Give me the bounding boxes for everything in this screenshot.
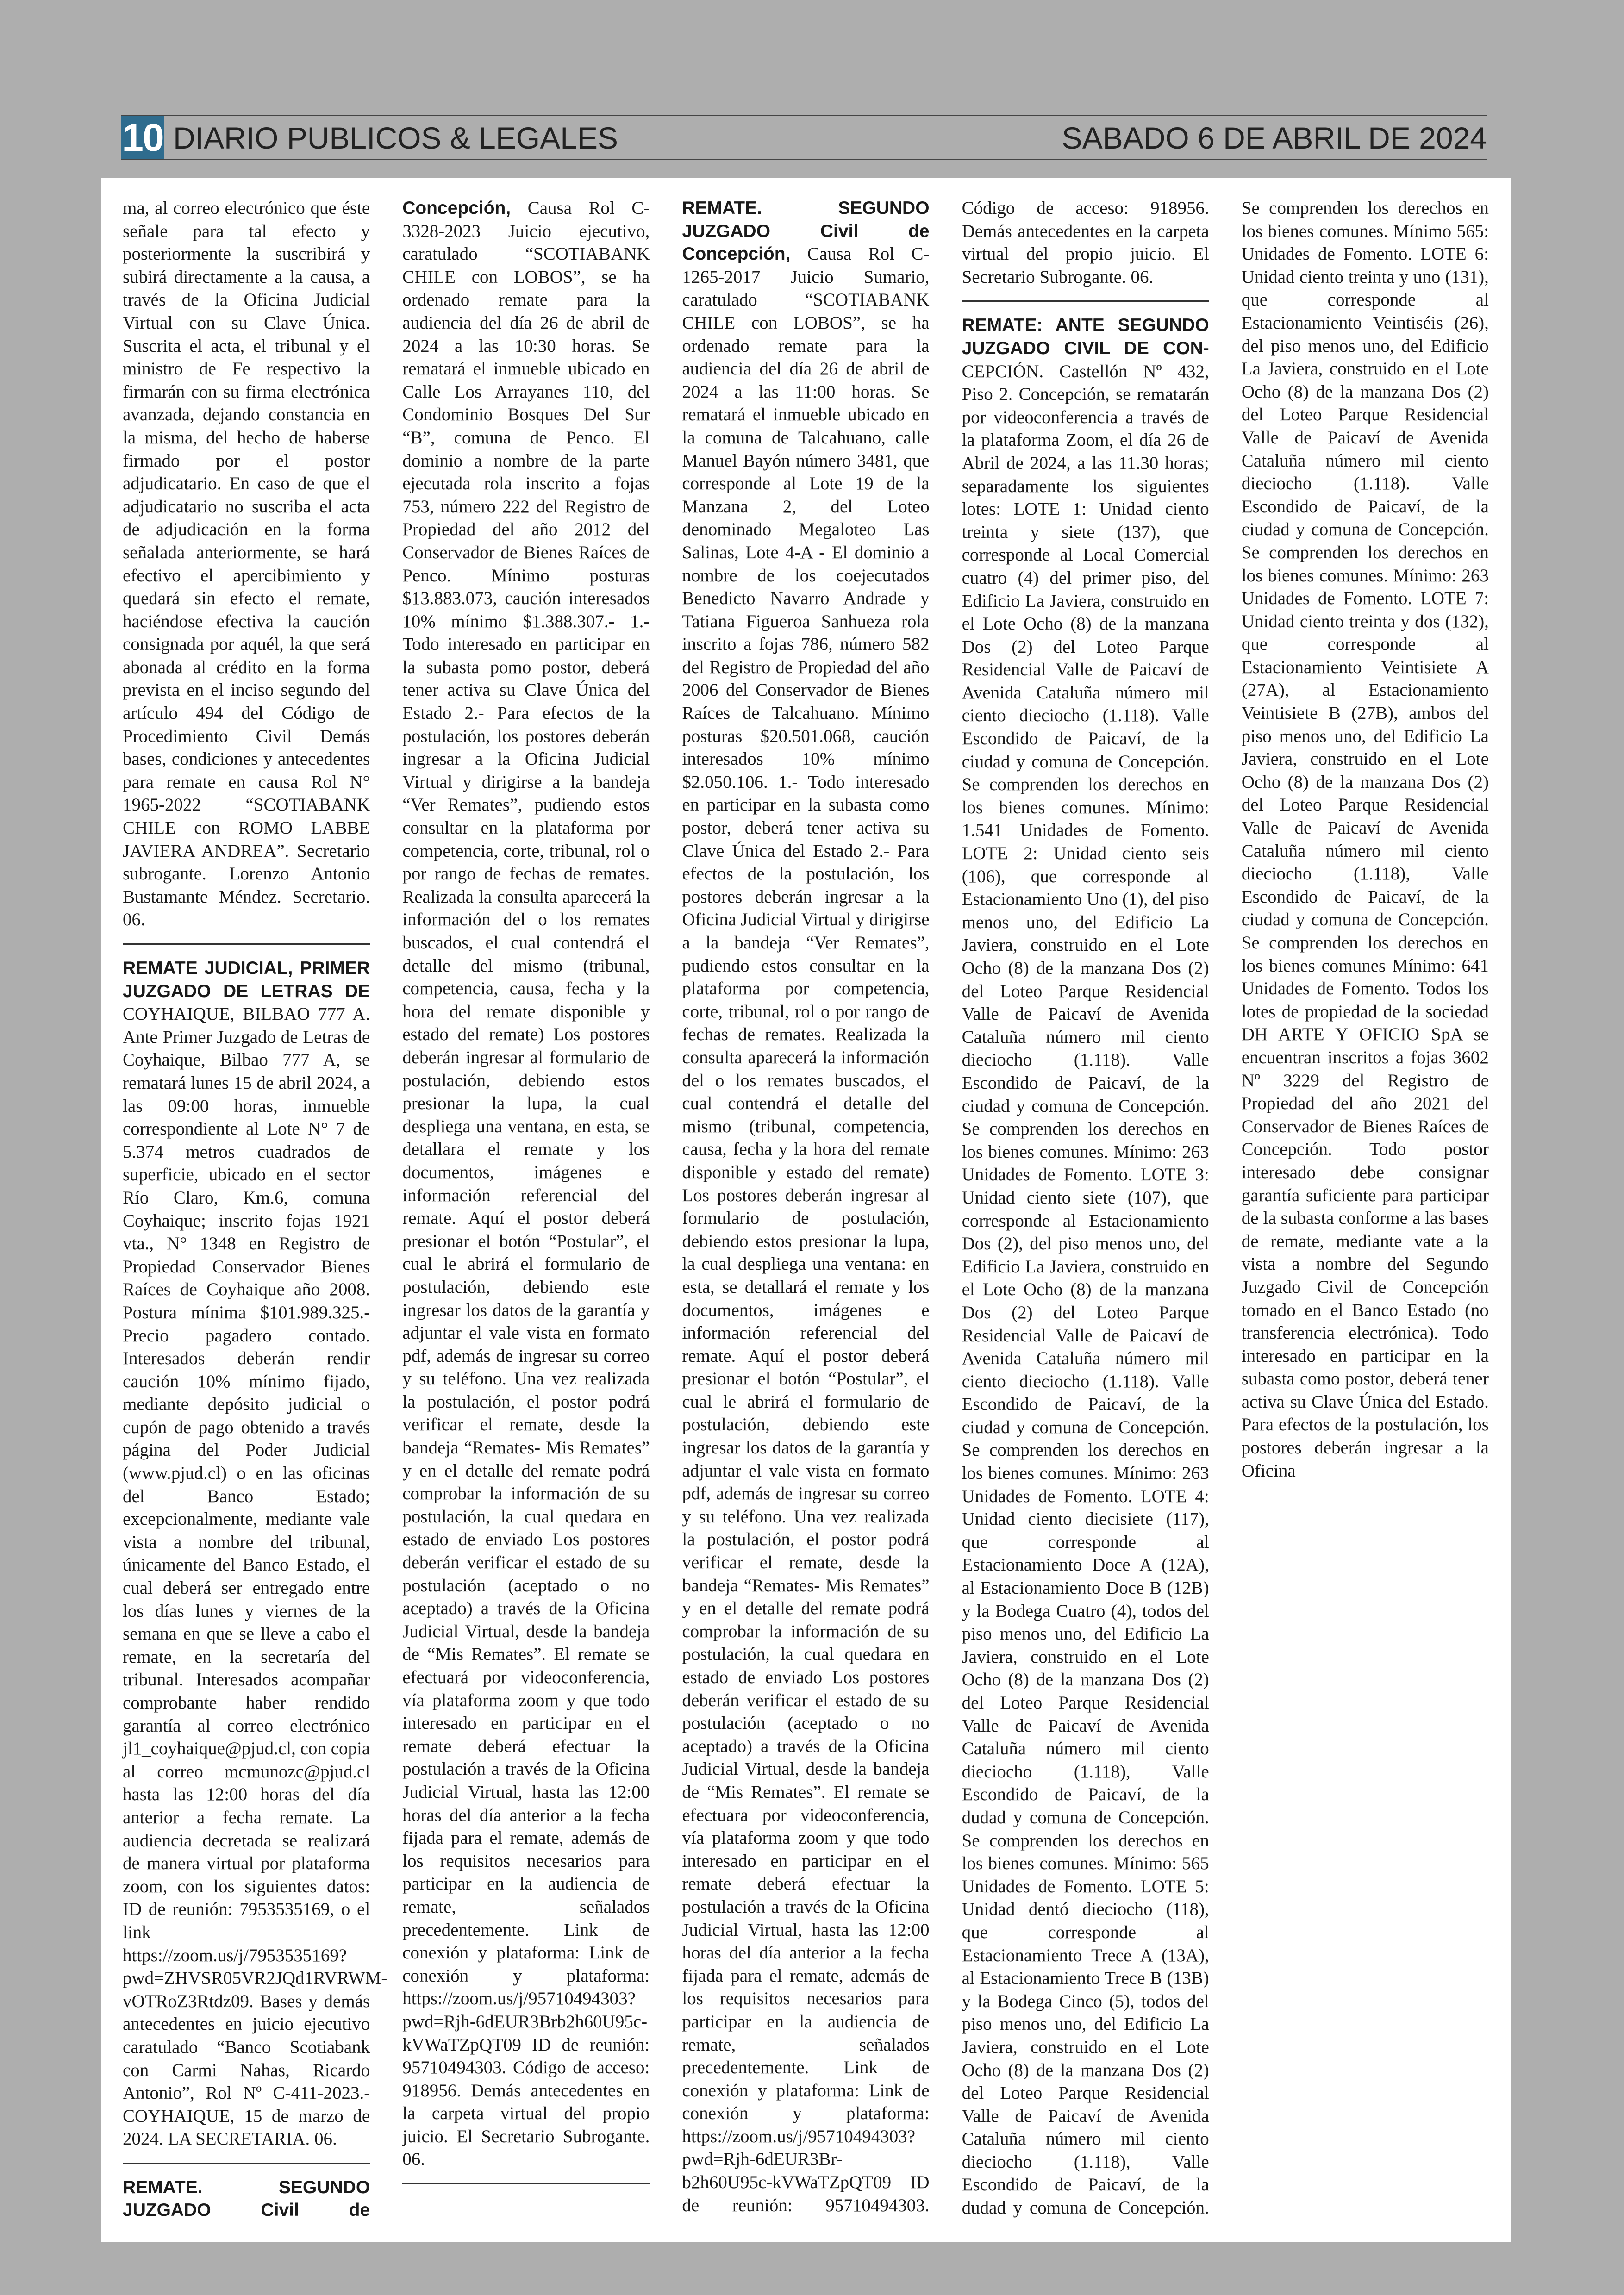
notice-separator [402,2183,650,2184]
notice-title: REMATE. SEGUNDO JUZGADO Civil de Concepción, [682,198,930,264]
notice-separator [123,2163,370,2164]
notice-title: REMATE: ANTE SEGUNDO JUZGADO CIVIL DE CON- [962,315,1209,358]
notice-coyhaique [123,957,387,2151]
notice-separator [962,300,1209,302]
page-header [121,115,1487,160]
notice-separator [123,943,370,945]
page-number: 10 [122,116,163,159]
notice-text: Causa Rol C-3328-2023 Juicio ejecutivo, caratulado “SCOTIABANK CHILE con LOBOS”, se ha ordenado remate para la audiencia del día 26 de abril de 2024 a las 10:30 horas. Se rematará el inmueble ubicado en Calle Los Arrayanes 110, del Condominio Bosques Del Sur “B”, comuna de Penco. El dominio a nombre de la parte ejecutada rola inscrito a fojas 753, número 222 del Registro de Propiedad del año 2012 del Conservador de Bienes Raíces de Penco. Mínimo posturas $13.883.073, caución interesados 10% mínimo $1.388.307.- 1.- Todo interesado en participar en la subasta pomo postor, deberá tener activa su Clave Única del Estado 2.- Para efectos de la postulación, los postores deberán ingresar a la Oficina Judicial Virtual y dirigirse a la bandeja “Ver Remates”, pudiendo estos consultar en la plataforma por competencia, corte, tribunal, rol o por rango de fechas de remates. Realizada la consulta aparecerá la información del o los remates buscados, el cual contendrá el detalle del mismo (tribunal, competencia, causa, fecha y la hora del remate disponible y estado del remate) Los postores deberán ingresar al formulario de postulación, debiendo estos presionar la lupa, la cual despliega una ventana, en esta, se detallara el remate y los documentos, imágenes e información referencial del remate. Aquí el postor deberá presionar el botón “Postular”, el cual le abrirá el formulario de postulación, debiendo este ingresar los datos de la garantía y adjuntar el vale vista en formato pdf, además de ingresar su correo y su teléfono. Una vez realizada la postulación, el postor podrá verificar el remate, desde la bandeja “Remates- Mis Remates” y en el detalle del remate podrá comprobar la información de su postulación, la cual quedara en estado de enviado Los postores deberán verificar el estado de su postulación (aceptado o no aceptado) a través de la Oficina Judicial Virtual, desde la bandeja de “Mis Remates”. El remate se efectuará por videoconferencia, vía plataforma zoom y que todo interesado en participar en el remate deberá efectuar la postulación a través de la Oficina Judicial Virtual, hasta las 12:00 horas del día anterior a la fecha fijada para el remate, además de los requisitos necesarios para participar en la audiencia de remate, señalados precedentemente. Link de conexión y plataforma: Link de conexión y plataforma: https://zoom.us/j/95710494303?pwd=Rjh-6dEUR3Brb2h60U95c-kVWaTZpQT09 ID de reunión: 95710494303. Código de acceso: 918956. Demás antecedentes en la carpeta virtual del propio juicio. El Secretario Subrogante. 06. [402,198,650,2170]
notice-text: ma, al correo electrónico que éste señale para tal efecto y posteriormente la suscribirá y subirá directamente a la causa, a través de la Oficina Judicial Virtual con su Clave Única. Suscrita el acta, el tribunal y el ministro de Fe respectivo la firmarán con su firma electrónica avanzada, dejando constancia en la misma, del hecho de haberse firmado por el postor adjudicatario. En caso de que el adjudicatario no suscriba el acta de adjudicación en la forma señalada anteriormente, se hará efectivo el apercibimiento y quedará sin efecto el remate, haciéndose efectiva la caución consignada por aquél, la que será abonada al crédito en la forma prevista en el inciso segundo del artículo 494 del Código de Procedimiento Civil Demás bases, condiciones y antecedentes para remate en causa Rol N° 1965-2022 “SCOTIABANK CHILE con ROMO LABBE JAVIERA ANDREA”. Secretario subrogante. Lorenzo Antonio Bustamante Méndez. Secretario. 06. [123,198,370,930]
page-paper [101,178,1511,2242]
notice-text: COYHAIQUE, BILBAO 777 A. Ante Primer Juzgado de Letras de Coyhaique, Bilbao 777 A, se rematará lunes 15 de abril 2024, a las 09:00 horas, inmueble correspondiente al Lote N° 7 de 5.374 metros cuadrados de superficie, ubicado en el sector Río Claro, Km.6, comuna Coyhaique; inscrito fojas 1921 vta., N° 1348 en Registro de Propiedad Conservador Bienes Raíces de Coyhaique año 2008. Postura mínima $101.989.325.- Precio pagadero contado. Interesados deberán rendir caución 10% mínimo fijado, mediante depósito judicial o cupón de pago obtenido a través página del Poder Judicial (www.pjud.cl) o en las oficinas del Banco Estado; excepcionalmente, mediante vale vista a nombre del tribunal, únicamente del Banco Estado, el cual deberá ser entregado entre los días lunes y viernes de la semana en que se lleve a cabo el remate, en la secretaría del tribunal. Interesados acompañar comprobante haber rendido garantía al correo electrónico jl1_coyhaique@pjud.cl, con copia al correo mcmunozc@pjud.cl hasta las 12:00 horas del día anterior a fecha remate. La audiencia decretada se realizará de manera virtual por plataforma zoom, con los siguientes datos: ID de reunión: 7953535169, o el link https://zoom.us/j/7953535169?pwd=ZHVSR05VR2JQd1RVRWM-vOTRoZ3Rtdz09. Bases y demás antecedentes en juicio ejecutivo caratulado “Banco Scotiabank con Carmi Nahas, Ricardo Antonio”, Rol Nº C-411-2023.- COYHAIQUE, 15 de marzo de 2024. LA SECRETARIA. 06. [123,1004,387,2149]
publication-date: SABADO 6 DE ABRIL DE 2024 [1062,121,1487,155]
publication-name: DIARIO PUBLICOS & LEGALES [173,121,618,155]
notice-text: Causa Rol C-1265-2017 Juicio Sumario, caratulado “SCOTIABANK CHILE con LOBOS”, se ha ordenado remate para la audiencia del día 26 de abril de 2024 a las 11:00 horas. Se rematará el inmueble ubicado en la comuna de Talcahuano, calle Manuel Bayón número 3481, que corresponde al Lote 19 de la Manzana 2, del Loteo denominado Megaloteo Las Salinas, Lote 4-A - El dominio a nombre de los coejecutados Benedicto Navarro Andrade y Tatiana Figueroa Sanhueza rola inscrito a fojas 786, número 582 del Registro de Propiedad del año 2006 del Conservador de Bienes Raíces de Talcahuano. Mínimo posturas $20.501.068, caución interesados 10% mínimo $2.050.106. 1.- Todo interesado en participar en la subasta como postor, deberá tener activa su Clave Única del Estado 2.- Para efectos de la postulación, los postores deberán ingresar a la Oficina Judicial Virtual y dirigirse a la bandeja “Ver Remates”, pudiendo estos consultar en la plataforma por competencia, corte, tribunal, rol o por rango de fechas de remates. Realizada la consulta aparecerá la información del o los remates buscados, el cual contendrá el detalle del mismo (tribunal, competencia, causa, fecha y la hora del remate disponible y estado del remate) Los postores deberán ingresar al formulario de postulación, debiendo estos presionar la lupa, la cual despliega una ventana: en esta, se detallará el remate y los documentos, imágenes e información referencial del remate. Aquí el postor deberá presionar el botón “Postular”, el cual le abrirá el formulario de postulación, debiendo este ingresar los datos de la garantía y adjuntar el vale vista en formato pdf, además de ingresar su correo y su teléfono. Una vez realizada la postulación, el postor podrá verificar el remate, desde la bandeja “Remates- Mis Remates” y en el detalle del remate podrá comprobar la información de su postulación, la cual quedara en estado de enviado Los postores deberán verificar el estado de su postulación (aceptado o no aceptado) a través de la Oficina Judicial Virtual, desde la bandeja de “Mis Remates”. El remate se efectuara por videoconferencia, vía plataforma zoom y que todo interesado en participar en el remate deberá efectuar la postulación a través de la Oficina Judicial Virtual, hasta las 12:00 horas del día anterior a la fecha fijada para el remate, además de los requisitos necesarios para participar en la audiencia de remate, señalados precedentemente. Link de conexión y plataforma: Link de conexión y plataforma: https://zoom.us/j/95710494303?pwd=Rjh-6dEUR3Br-b2h60U95c-kVWaTZpQT09 ID de reunión: 95710494303. Código de acceso: 918956. Demás antecedentes en la carpeta virtual del propio juicio. El Secretario Subrogante. 06. [682,198,1209,2215]
notice-concepcion-lotes [962,197,1489,2229]
notice-title: REMATE JUDICIAL, PRIMER JUZGADO DE LETRAS DE [123,958,370,1001]
legal-notices-columns [123,197,1489,2229]
notice-title: REMATE. SEGUNDO JUZGADO Civil de Concepción, [123,198,511,2220]
notice-continuation [123,197,370,931]
notice-text: CEPCIÓN. Castellón Nº 432, Piso 2. Concepción, se rematarán por videoconferencia a través de la plataforma Zoom, el día 26 de Abril de 2024, a las 11.30 horas; separadamente los siguientes lotes: LOTE 1: Unidad ciento treinta y siete (137), que corresponde al Local Comercial cuatro (4) del primer piso, del Edificio La Javiera, construido en el Lote Ocho (8) de la manzana Dos (2) del Loteo Parque Residencial Valle de Paicaví de Avenida Cataluña número mil ciento dieciocho (1.118). Valle Escondido de Paicaví, de la ciudad y comuna de Concepción. Se comprenden los derechos en los bienes comunes. Mínimo: 1.541 Unidades de Fomento. LOTE 2: Unidad ciento seis (106), que corresponde al Estacionamiento Uno (1), del piso menos uno, del Edificio La Javiera, construido en el Lote Ocho (8) de la manzana Dos (2) del Loteo Parque Residencial Valle de Paicaví de Avenida Cataluña número mil ciento dieciocho (1.118). Valle Escondido de Paicaví, de la ciudad y comuna de Concepción. Se comprenden los derechos en los bienes comunes. Mínimo: 263 Unidades de Fomento. LOTE 3: Unidad ciento siete (107), que corresponde al Estacionamiento Dos (2), del piso menos uno, del Edificio La Javiera, construido en el Lote Ocho (8) de la manzana Dos (2) del Loteo Parque Residencial Valle de Paicaví de Avenida Cataluña número mil ciento dieciocho (1.118). Valle Escondido de Paicaví, de la ciudad y comuna de Concepción. Se comprenden los derechos en los bienes comunes. Mínimo: 263 Unidades de Fomento. LOTE 4: Unidad ciento diecisiete (117), que corresponde al Estacionamiento Doce A (12A), al Estacionamiento Doce B (12B) y la Bodega Cuatro (4), todos del piso menos uno, del Edificio La Javiera, construido en el Lote Ocho (8) de la manzana Dos (2) del Loteo Parque Residencial Valle de Paicaví de Avenida Cataluña número mil ciento dieciocho (1.118), Valle Escondido de Paicaví, de la dudad y comuna de Concepción. Se comprenden los derechos en los bienes comunes. Mínimo: 565 Unidades de Fomento. LOTE 5: Unidad dentó dieciocho (118), que corresponde al Estacionamiento Trece A (13A), al Estacionamiento Trece B (13B) y la Bodega Cinco (5), todos del piso menos uno, del Edificio La Javiera, construido en el Lote Ocho (8) de la manzana Dos (2) del Loteo Parque Residencial Valle de Paicaví de Avenida Cataluña número mil ciento dieciocho (1.118), Valle Escondido de Paicaví, de la dudad y comuna de Concepción. Se comprenden los derechos en los bienes comunes. Mínimo 565: Unidades de Fomento. LOTE 6: Unidad ciento treinta y uno (131), que corresponde al Estacionamiento Veintiséis (26), del piso menos uno, del Edificio La Javiera, construido en el Lote Ocho (8) de la manzana Dos (2) del Loteo Parque Residencial Valle de Paicaví de Avenida Cataluña número mil ciento dieciocho (1.118). Valle Escondido de Paicaví, de la ciudad y comuna de Concepción. Se comprenden los derechos en los bienes comunes. Mínimo: 263 Unidades de Fomento. LOTE 7: Unidad ciento treinta y dos (132), que corresponde al Estacionamiento Veintisiete A (27A), al Estacionamiento Veintisiete B (27B), ambos del piso menos uno, del Edificio La Javiera, construido en el Lote Ocho (8) de la manzana Dos (2) del Loteo Parque Residencial Valle de Paicaví de Avenida Cataluña número mil ciento dieciocho (1.118), Valle Escondido de Paicaví, de la ciudad y comuna de Concepción. Se comprenden los derechos en los bienes comunes Mínimo: 641 Unidades de Fomento. Todos los lotes de propiedad de la sociedad DH ARTE Y OFICIO SpA se encuentran inscritos a fojas 3602 Nº 3229 del Registro de Propiedad del año 2021 del Conservador de Bienes Raíces de Concepción. Todo postor interesado debe consignar garantía suficiente para participar de la subasta conforme a las bases de remate, mediante vate a la vista a nombre del Segundo Juzgado Civil de Concepción tomado en el Banco Estado (no transferencia electrónica). Todo interesado en participar en la subasta como postor, deberá tener activa su Clave Única del Estado. Para efectos de la postulación, los postores deberán ingresar a la Oficina [962,198,1489,2218]
